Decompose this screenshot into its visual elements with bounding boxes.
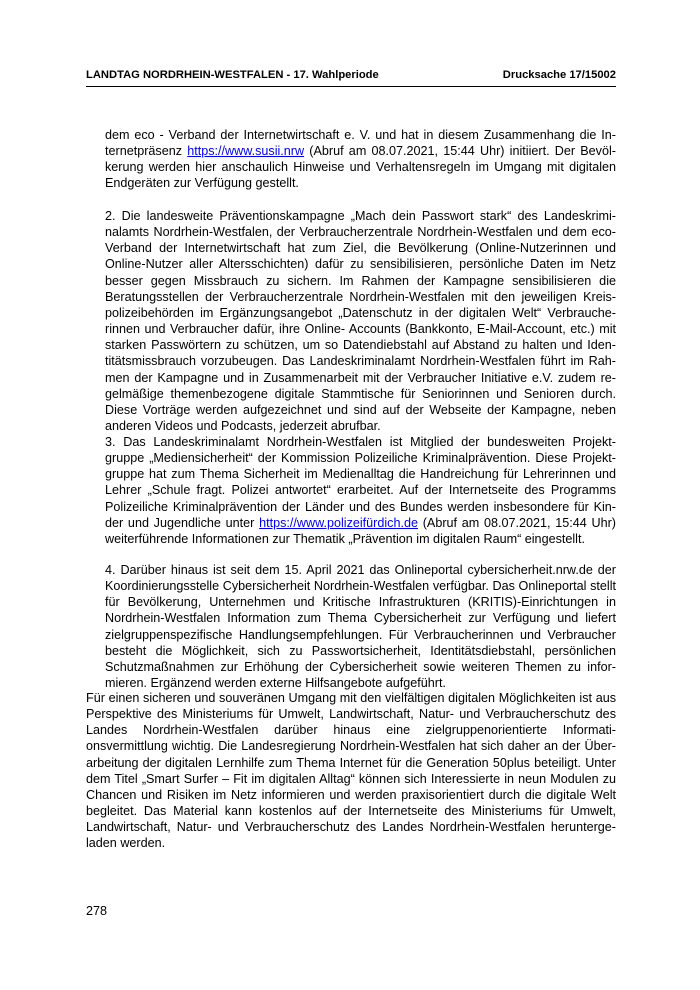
page-header bbox=[86, 69, 616, 83]
paragraph-text: (Abruf am 08.07.2021, 15:44 Uhr) weiterführende Informationen zur Thematik „Prävention im digitalen Raum“ eingestellt. bbox=[105, 515, 616, 546]
susii-link[interactable]: https://www.susii.nrw bbox=[187, 144, 305, 159]
header-title: LANDTAG NORDRHEIN-WESTFALEN - 17. Wahlperiode bbox=[86, 69, 379, 81]
paragraph-conclusion: Für einen sicheren und souveränen Umgang mit den vielfältigen digitalen Möglichkeiten ist aus Perspektive des Ministeriums für Umwelt, Landwirtschaft, Natur- und Verbraucherschutz des Landes Nordrhein-Westfalen darüber hinaus eine zielgruppenorientierte Informationsvermittlung wichtig. Die Landesregierung Nordrhein-Westfalen hat sich daher an der Überarbeitung der digitalen Lernhilfe zum Thema Internet für die Generation 50plus beteiligt. Unter dem Titel „Smart Surfer – Fit im digitalen Alltag“ können sich Interessierte in neun Modulen zu Chancen und Risiken im Netz informieren und werden praxisorientiert durch die digitale Welt begleitet. Das Material kann kostenlos auf der Internetseite des Ministeriums für Umwelt, Landwirtschaft, Natur- und Verbraucherschutz des Landes Nordrhein-Westfalen heruntergeladen werden. bbox=[86, 691, 616, 851]
paragraph-item-2: 2. Die landesweite Präventionskampagne „Mach dein Passwort stark“ des Landeskriminalamts Nordrhein-Westfalen, der Verbraucherzentrale Nordrhein-Westfalen und dem eco-Verband der Internetwirtschaft hat zum Ziel, die Bevölkerung (Online-Nutzerinnen und Online-Nutzer aller Altersschichten) dafür zu sensibilisieren, persönliche Daten im Netz besser gegen Missbrauch zu sichern. Im Rahmen der Kampagne sensibilisieren die Beratungsstellen der Verbraucherzentrale Nordrhein-Westfalen mit den jeweiligen Kreispolizeibehörden im Ergänzungsangebot „Datenschutz in der digitalen Welt“ Verbraucherinnen und Verbraucher dafür, ihre Online- Accounts (Bankkonto, E-Mail-Account, etc.) mit starken Passwörtern zu schützen, um so Datendiebstahl auf Abstand zu halten und Identitätsmissbrauch vorzubeugen. Das Landeskriminalamt Nordrhein-Westfalen führt im Rahmen der Kampagne und in Zusammenarbeit mit der Verbraucher Initiative e.V. zudem regelmäßige themenbezogene digitale Stammtische für Seniorinnen und Senioren durch. Diese Vorträge werden aufgezeichnet und sind auf der Webseite der Kampagne, neben anderen Videos und Podcasts, jederzeit abrufbar. bbox=[105, 209, 616, 434]
paragraph-item-4: 4. Darüber hinaus ist seit dem 15. April 2021 das Onlineportal cybersicherheit.nrw.de der Koordinierungsstelle Cybersicherheit Nordrhein-Westfalen verfügbar. Das Onlineportal stellt für Bevölkerung, Unternehmen und Kritische Infrastrukturen (KRITIS)-Einrichtungen in Nordrhein-Westfalen Information zum Thema Cybersicherheit zur Verfügung und liefert zielgruppenspezifische Handlungsempfehlungen. Für Verbraucherinnen und Verbraucher besteht die Möglichkeit, sich zu Passwortsicherheit, Identitätsdiebstahl, persönlichen Schutzmaßnahmen zur Erhöhung der Cybersicherheit sowie weiteren Themen zu informieren. Ergänzend werden externe Hilfsangebote aufgeführt. bbox=[105, 563, 616, 691]
header-document-number: Drucksache 17/15002 bbox=[502, 69, 616, 81]
paragraph-eco-susii bbox=[105, 127, 616, 192]
paragraph-text: dem eco - Verband der Internetwirtschaft e. V. und hat in diesem Zusammenhang die Internetpräsenz bbox=[105, 128, 616, 159]
paragraph-item-3 bbox=[105, 434, 616, 547]
paragraph-text: (Abruf am 08.07.2021, 15:44 Uhr) initiiert. Der Bevölkerung werden hier anschaulich Hinweise und Verhaltensregeln im Umgang mit digitalen Endgeräten zur Verfügung gestellt. bbox=[105, 144, 616, 191]
page-number: 278 bbox=[86, 904, 108, 918]
paragraph-text: 3. Das Landeskriminalamt Nordrhein-Westfalen ist Mitglied der bundesweiten Projektgruppe „Mediensicherheit“ der Kommission Polizeiliche Kriminalprävention. Diese Projektgruppe hat zum Thema Sicherheit im Medienalltag die Handreichung für Lehrerinnen und Lehrer „Schule fragt. Polizei antwortet“ erarbeitet. Auf der Internetseite des Programms Polizeiliche Kriminalprävention der Länder und des Bundes werden insbesondere für Kinder und Jugendliche unter bbox=[105, 435, 616, 530]
header-divider bbox=[86, 86, 616, 87]
polizeifuerdich-link[interactable]: https://www.polizeifürdich.de bbox=[259, 515, 418, 530]
